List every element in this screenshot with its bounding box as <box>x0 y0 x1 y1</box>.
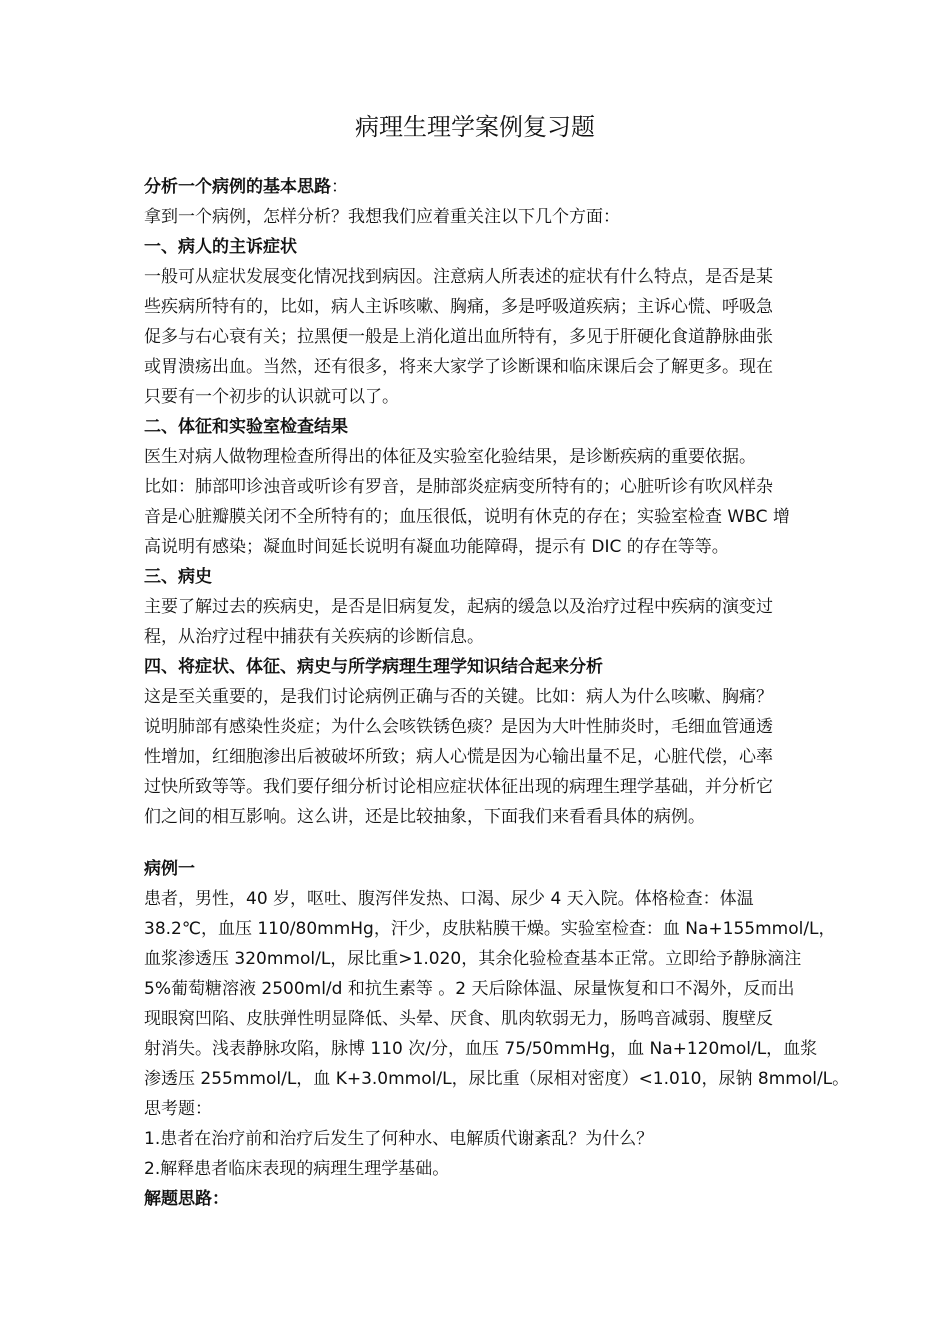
case-heading: 病例一 <box>144 859 195 879</box>
text-line: 高说明有感染；凝血时间延长说明有凝血功能障碍，提示有 DIC 的存在等等。 <box>144 537 729 557</box>
section-heading-2: 二、体征和实验室检查结果 <box>144 417 348 437</box>
text-line: 只要有一个初步的认识就可以了。 <box>144 387 399 407</box>
text-line: 38.2℃，血压 110/80mmHg，汗少，皮肤粘膜干燥。实验室检查：血 Na+155mmol/L， <box>144 919 836 939</box>
text-line: 射消失。浅表静脉攻陷，脉博 110 次/分，血压 75/50mmHg，血 Na+120mol/L，血浆 <box>144 1039 818 1059</box>
text-line: 血浆渗透压 320mmol/L，尿比重>1.020，其余化验检查基本正常。立即给予静脉滴注 <box>144 949 802 969</box>
section-heading-1: 一、病人的主诉症状 <box>144 237 297 257</box>
text-line: 过快所致等等。我们要仔细分析讨论相应症状体征出现的病理生理学基础，并分析它 <box>144 777 773 797</box>
text-line: 一般可从症状发展变化情况找到病因。注意病人所表述的症状有什么特点，是否是某 <box>144 267 773 287</box>
text-line: 音是心脏瓣膜关闭不全所特有的；血压很低，说明有休克的存在；实验室检查 WBC 增 <box>144 507 790 527</box>
text-line: 或胃溃疡出血。当然，还有很多，将来大家学了诊断课和临床课后会了解更多。现在 <box>144 357 773 377</box>
text-line: 主要了解过去的疾病史，是否是旧病复发，起病的缓急以及治疗过程中疾病的演变过 <box>144 597 773 617</box>
section-heading-3: 三、病史 <box>144 567 212 587</box>
text-line: 程，从治疗过程中捕获有关疾病的诊断信息。 <box>144 627 484 647</box>
text-line: 些疾病所特有的，比如，病人主诉咳嗽、胸痛，多是呼吸道疾病；主诉心慌、呼吸急 <box>144 297 773 317</box>
text-line: 拿到一个病例，怎样分析？我想我们应着重关注以下几个方面： <box>144 207 620 227</box>
question-2: 2.解释患者临床表现的病理生理学基础。 <box>144 1159 450 1179</box>
page-title: 病理生理学案例复习题 <box>355 113 595 141</box>
questions-label: 思考题： <box>144 1099 212 1119</box>
question-1: 1.患者在治疗前和治疗后发生了何种水、电解质代谢紊乱？为什么？ <box>144 1129 654 1149</box>
text-line: 患者，男性，40 岁，呕吐、腹泻伴发热、口渴、尿少 4 天入院。体格检查：体温 <box>144 889 754 909</box>
text-line: 性增加，红细胞渗出后被破坏所致；病人心慌是因为心输出量不足，心脏代偿，心率 <box>144 747 773 767</box>
text-line: 比如：肺部叩诊浊音或听诊有罗音，是肺部炎症病变所特有的；心脏听诊有吹风样杂 <box>144 477 773 497</box>
text-line: 现眼窝凹陷、皮肤弹性明显降低、头晕、厌食、肌肉软弱无力，肠鸣音减弱、腹壁反 <box>144 1009 773 1029</box>
section-heading-4: 四、将症状、体征、病史与所学病理生理学知识结合起来分析 <box>144 657 603 677</box>
text-line: 说明肺部有感染性炎症；为什么会咳铁锈色痰？是因为大叶性肺炎时，毛细血管通透 <box>144 717 773 737</box>
text-line: 5%葡萄糖溶液 2500ml/d 和抗生素等 。2 天后除体温、尿量恢复和口不渴外，反而出 <box>144 979 795 999</box>
text-line: 医生对病人做物理检查所得出的体征及实验室化验结果，是诊断疾病的重要依据。 <box>144 447 756 467</box>
heading-analysis-approach: 分析一个病例的基本思路： <box>144 177 348 197</box>
solution-approach-heading: 解题思路： <box>144 1189 229 1209</box>
text-line: 促多与右心衰有关；拉黑便一般是上消化道出血所特有，多见于肝硬化食道静脉曲张 <box>144 327 773 347</box>
text-line: 们之间的相互影响。这么讲，还是比较抽象，下面我们来看看具体的病例。 <box>144 807 705 827</box>
text-line: 渗透压 255mmol/L，血 K+3.0mmol/L，尿比重（尿相对密度）<1.010，尿钠 8mmol/L。 <box>144 1069 850 1089</box>
text-line: 这是至关重要的，是我们讨论病例正确与否的关键。比如：病人为什么咳嗽、胸痛？ <box>144 687 773 707</box>
